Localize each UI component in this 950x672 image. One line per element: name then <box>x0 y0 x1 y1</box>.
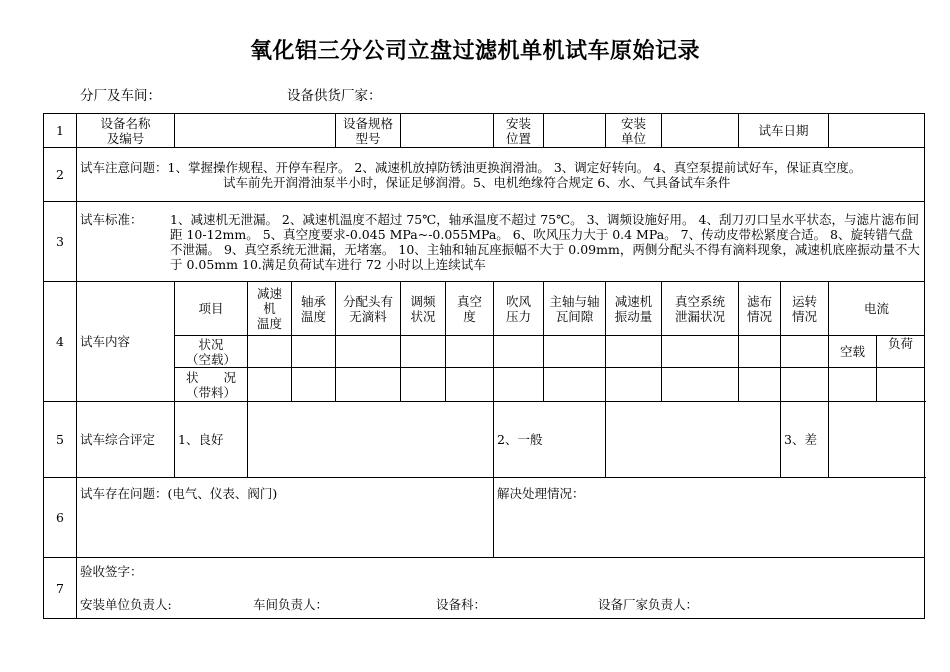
cell-load-vacuum[interactable] <box>446 368 494 402</box>
branch-workshop-label: 分厂及车间： <box>80 88 161 104</box>
row-number: 4 <box>44 282 77 402</box>
row-number: 3 <box>44 202 77 282</box>
cell-load-freq[interactable] <box>401 368 446 402</box>
cell-empty-cloth[interactable] <box>739 336 781 368</box>
row-equipment-info <box>44 114 925 148</box>
row-number: 7 <box>44 558 77 619</box>
cell-load-vibration[interactable] <box>606 368 662 402</box>
test-notes-cell <box>77 148 925 202</box>
cell-empty-bearing-temp[interactable] <box>292 336 336 368</box>
test-date-label: 试车日期 <box>739 114 829 148</box>
current-no-load-label: 空载 <box>829 336 877 368</box>
test-content-label: 试车内容 <box>77 282 175 402</box>
cell-load-shaft-gap[interactable] <box>544 368 606 402</box>
col-blow-pressure: 吹风 压力 <box>494 282 544 336</box>
row-state-load <box>44 368 925 402</box>
test-standard-text: 1、减速机无泄漏。 2、减速机温度不超过 75℃，轴承温度不超过 75℃。 3、调频设施好用。 4、刮刀刃口呈水平状态，与滤片滤布间距 10-12mm。 5、真空度要求-0.045 MPa~-0.055MPa。 6、吹风压力大于 0.4 MPa。 7、传动皮带松紧度合适。 8、旋转错气盘不泄漏。 9、真空系统无泄漏，无堵塞。 10、主轴和轴瓦座振幅不大于 0.09mm，两侧分配头不得有滴料现象，减速机底座振动量不大于 0.05mm 10.满足负荷试车进行 72 小时以上连续试车 <box>170 211 920 272</box>
col-current: 电流 <box>829 282 925 336</box>
problems-cell[interactable]: 试车存在问题：(电气、仪表、阀门) <box>77 478 494 558</box>
row-number: 2 <box>44 148 77 202</box>
col-bearing-temp: 轴承 温度 <box>292 282 336 336</box>
current-load-label: 负荷 <box>877 336 925 368</box>
test-date-value[interactable] <box>829 114 925 148</box>
cell-load-current-empty[interactable] <box>829 368 877 402</box>
cell-empty-distributor[interactable] <box>336 336 401 368</box>
install-position-value[interactable] <box>544 114 606 148</box>
row-overall-evaluation <box>44 402 925 478</box>
sig-vendor: 设备厂家负责人： <box>598 597 699 612</box>
row-acceptance <box>44 558 925 619</box>
cell-empty-blow[interactable] <box>494 336 544 368</box>
install-position-label: 安装 位置 <box>494 114 544 148</box>
evaluation-bad-mark[interactable] <box>829 402 925 478</box>
col-reducer-temp: 减速 机 温度 <box>248 282 292 336</box>
col-freq-status: 调频 状况 <box>401 282 446 336</box>
cell-empty-vibration[interactable] <box>606 336 662 368</box>
sig-equipment-dept: 设备科： <box>436 597 487 612</box>
acceptance-label: 验收签字： <box>80 564 143 579</box>
evaluation-ok-mark[interactable] <box>606 402 781 478</box>
cell-empty-reducer-temp[interactable] <box>248 336 292 368</box>
row-state-empty <box>44 336 925 368</box>
cell-empty-vacuum[interactable] <box>446 336 494 368</box>
col-reducer-vibration: 减速机 振动量 <box>606 282 662 336</box>
cell-load-reducer-temp[interactable] <box>248 368 292 402</box>
evaluation-label: 试车综合评定 <box>77 402 175 478</box>
sig-workshop: 车间负责人： <box>253 597 329 612</box>
equip-name-value[interactable] <box>175 114 336 148</box>
row-number: 1 <box>44 114 77 148</box>
test-notes-line-1: 试车注意问题：1、掌握操作规程、开停车程序。 2、减速机放掉防锈油更换润滑油。 3、调定好转向。 4、真空泵提前试好车，保证真空度。 <box>80 159 862 175</box>
row-test-notes <box>44 148 925 202</box>
solution-cell[interactable]: 解决处理情况： <box>494 478 925 558</box>
test-record-table <box>43 113 925 619</box>
row-test-standard <box>44 202 925 282</box>
equip-spec-value[interactable] <box>401 114 494 148</box>
col-vacuum: 真空 度 <box>446 282 494 336</box>
cell-load-distributor[interactable] <box>336 368 401 402</box>
col-filter-cloth: 滤布 情况 <box>739 282 781 336</box>
cell-load-running[interactable] <box>781 368 829 402</box>
cell-load-blow[interactable] <box>494 368 544 402</box>
cell-load-bearing-temp[interactable] <box>292 368 336 402</box>
state-empty-label: 状况 （空载） <box>175 336 248 368</box>
col-vacuum-leak: 真空系统 泄漏状况 <box>662 282 739 336</box>
col-distributor-drip: 分配头有 无滴料 <box>336 282 401 336</box>
supplier-label: 设备供货厂家： <box>287 88 382 104</box>
cell-load-cloth[interactable] <box>739 368 781 402</box>
cell-empty-running[interactable] <box>781 336 829 368</box>
col-running: 运转 情况 <box>781 282 829 336</box>
page-title: 氧化铝三分公司立盘过滤机单机试车原始记录 <box>249 39 700 64</box>
evaluation-bad[interactable]: 3、差 <box>781 402 829 478</box>
row-test-content-header <box>44 282 925 336</box>
row-problems <box>44 478 925 558</box>
col-item: 项目 <box>175 282 248 336</box>
cell-load-vacuum-leak[interactable] <box>662 368 739 402</box>
equip-spec-label: 设备规格 型号 <box>336 114 401 148</box>
state-load-label: 状 况 （带料） <box>175 368 248 402</box>
evaluation-good-mark[interactable] <box>248 402 494 478</box>
sig-install-unit: 安装单位负责人: <box>80 597 172 612</box>
cell-empty-vacuum-leak[interactable] <box>662 336 739 368</box>
test-standard-cell <box>77 202 925 282</box>
test-notes-line-2: 试车前先开润滑油泵半小时，保证足够润滑。5、电机绝缘符合规定 6、水、气具备试车条件 <box>223 174 731 190</box>
row-number: 6 <box>44 478 77 558</box>
equip-name-label: 设备名称 及编号 <box>77 114 175 148</box>
install-unit-value[interactable] <box>662 114 739 148</box>
cell-empty-shaft-gap[interactable] <box>544 336 606 368</box>
row-number: 5 <box>44 402 77 478</box>
cell-load-current-load[interactable] <box>877 368 925 402</box>
install-unit-label: 安装 单位 <box>606 114 662 148</box>
evaluation-good[interactable]: 1、良好 <box>175 402 248 478</box>
test-standard-label: 试车标准： <box>80 211 143 227</box>
col-shaft-gap: 主轴与轴 瓦间隙 <box>544 282 606 336</box>
evaluation-ok[interactable]: 2、一般 <box>494 402 606 478</box>
cell-empty-freq[interactable] <box>401 336 446 368</box>
acceptance-cell <box>77 558 925 619</box>
